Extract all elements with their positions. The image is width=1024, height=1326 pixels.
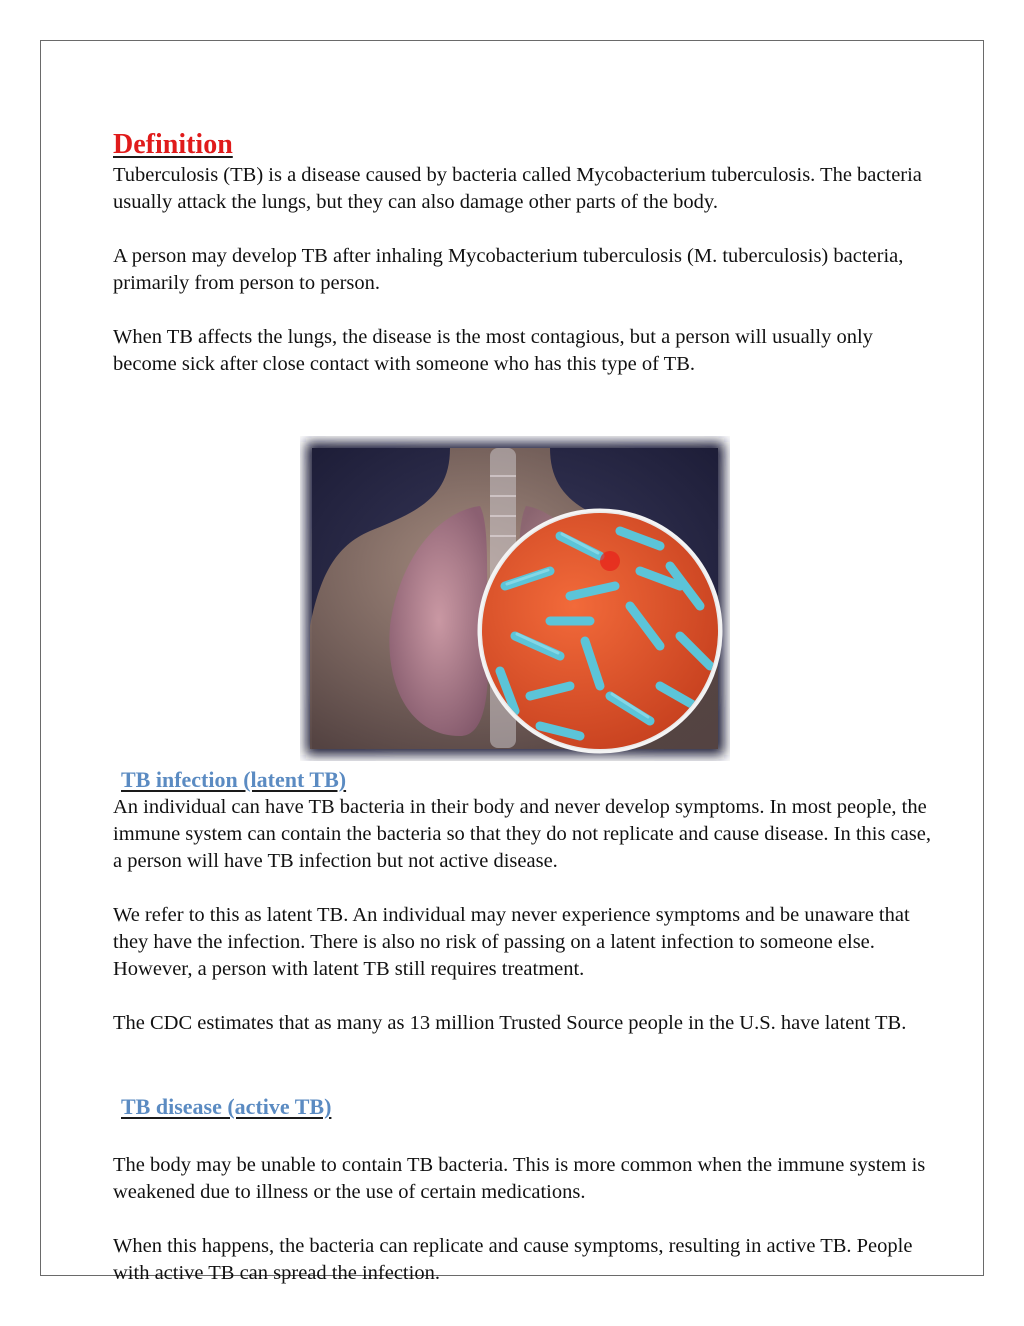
active-heading: TB disease (active TB)	[121, 1094, 332, 1119]
active-paragraph-2: When this happens, the bacteria can replicate and cause symptoms, resulting in active TB. People with active TB can spread the infection.	[113, 1235, 913, 1284]
latent-paragraph-3: The CDC estimates that as many as 13 million Trusted Source people in the U.S. have latent TB.	[113, 1012, 907, 1034]
lungs-bacteria-illustration-icon	[300, 436, 730, 761]
latent-heading: TB infection (latent TB)	[121, 767, 347, 792]
active-paragraph-1: The body may be unable to contain TB bacteria. This is more common when the immune system is weakened due to illness or the use of certain medications.	[113, 1154, 926, 1203]
definition-paragraph-1: Tuberculosis (TB) is a disease caused by bacteria called Mycobacterium tuberculosis. The bacteria usually attack the lungs, but they can also damage other parts of the body.	[113, 164, 922, 213]
active-section	[113, 1093, 933, 1287]
definition-paragraph-3: When TB affects the lungs, the disease is the most contagious, but a person will usually only become sick after close contact with someone who has this type of TB.	[113, 326, 873, 375]
latent-paragraph-2: We refer to this as latent TB. An individual may never experience symptoms and be unaware that they have the infection. There is also no risk of passing on a latent infection to someone else. However, a person with latent TB still requires treatment.	[113, 904, 910, 980]
definition-heading: Definition	[113, 129, 233, 160]
definition-paragraph-2: A person may develop TB after inhaling Mycobacterium tuberculosis (M. tuberculosis) bacteria, primarily from person to person.	[113, 245, 904, 294]
latent-paragraph-1: An individual can have TB bacteria in their body and never develop symptoms. In most people, the immune system can contain the bacteria so that they do not replicate and cause disease. In this case, a person will have TB infection but not active disease.	[113, 796, 932, 872]
tb-lungs-figure	[300, 436, 730, 761]
latent-section	[113, 766, 933, 1037]
document-body	[113, 128, 933, 378]
